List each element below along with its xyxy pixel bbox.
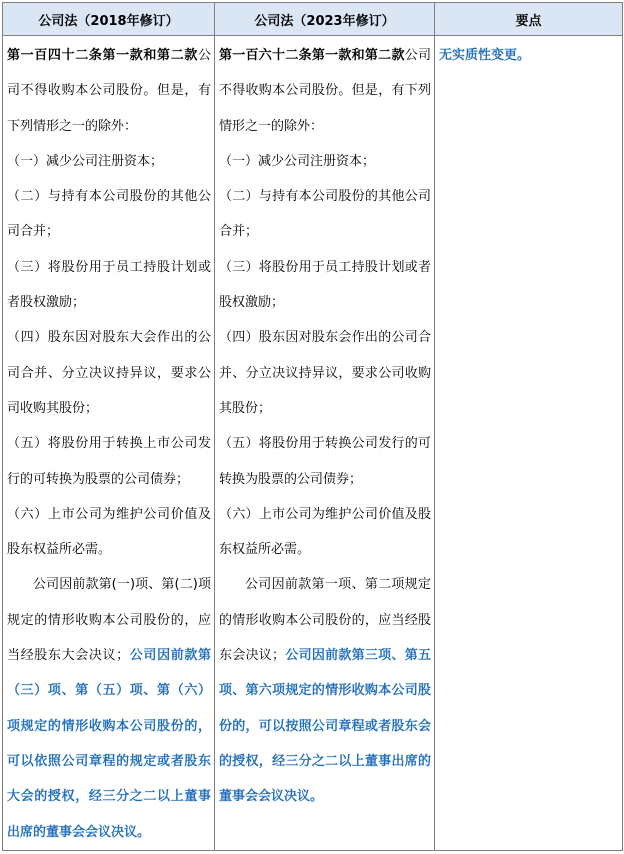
para2-plain-2023: 公司因前款第一项、第二项规定的情形收购本公司股份的，应当经股东会决议；: [219, 577, 431, 664]
item-2018-2: （二）与持有本公司股份的其他公司合并；: [7, 189, 211, 240]
header-keypoints: 要点: [435, 3, 623, 36]
article-heading-2018: 第一百四十二条第一款和第二款: [7, 48, 198, 63]
article-heading-2023: 第一百六十二条第一款和第二款: [219, 48, 405, 63]
item-2018-5: （五）将股份用于转换上市公司发行的可转换为股票的公司债券；: [7, 436, 211, 487]
item-2018-6: （六）上市公司为维护公司价值及股东权益所必需。: [7, 506, 211, 558]
para2-2023: [219, 567, 431, 814]
intro-text-2018: 公司不得收购本公司股份。但是，有下列情形之一的除外：: [7, 48, 211, 134]
header-2023: 公司法（2023年修订）: [215, 3, 435, 36]
comparison-table: [2, 2, 623, 851]
item-2023-3: （三）将股份用于员工持股计划或者股权激励；: [219, 259, 431, 311]
para2-plain-2018: 公司因前款第(一)项、第(二)项规定的情形收购本公司股份的，应当经股东大会决议；: [7, 577, 211, 664]
para2-highlight-2018: 公司因前款第（三）项、第（五）项、第（六）项规定的情形收购本公司股份的，可以依照公司章程的规定或者股东大会的授权，经三分之二以上董事出席的董事会会议决议。: [7, 648, 211, 840]
item-2018-1: （一）减少公司注册资本；: [7, 153, 164, 169]
cell-2018: [3, 36, 215, 851]
item-2018-3: （三）将股份用于员工持股计划或者股权激励；: [7, 259, 211, 311]
item-2023-6: （六）上市公司为维护公司价值及股东权益所必需。: [219, 506, 431, 558]
item-2023-2: （二）与持有本公司股份的其他公司合并；: [219, 189, 431, 240]
item-2023-1: （一）减少公司注册资本；: [219, 153, 376, 169]
intro-text-2023: 公司不得收购本公司股份。但是，有下列情形之一的除外：: [219, 48, 431, 134]
para2-highlight-2023: 公司因前款第三项、第五项、第六项规定的情形收购本公司股份的，可以按照公司章程或者股东会的授权，经三分之二以上董事出席的董事会会议决议。: [219, 648, 431, 805]
item-2023-5: （五）将股份用于转换公司发行的可转换为股票的公司债券；: [219, 436, 431, 487]
header-2018: 公司法（2018年修订）: [3, 3, 215, 36]
header-row: [3, 3, 623, 36]
intro-2018: [7, 38, 211, 144]
para2-2018: [7, 567, 211, 849]
keypoint-text: 无实质性变更。: [439, 48, 531, 63]
intro-2023: [219, 38, 431, 144]
cell-keypoints: [435, 36, 623, 851]
cell-2023: [215, 36, 435, 851]
item-2018-4: （四）股东因对股东大会作出的公司合并、分立决议持异议，要求公司收购其股份；: [7, 330, 211, 416]
item-2023-4: （四）股东因对股东会作出的公司合并、分立决议持异议，要求公司收购其股份；: [219, 330, 431, 416]
content-row: [3, 36, 623, 851]
